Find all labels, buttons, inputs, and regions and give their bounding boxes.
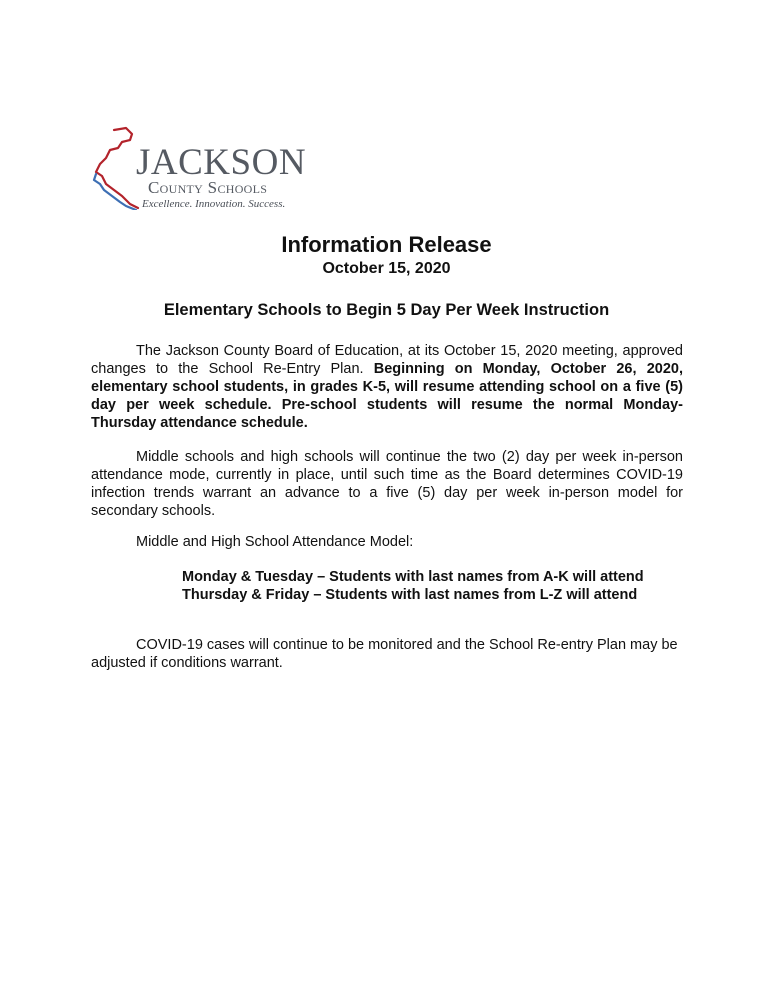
attendance-schedule	[182, 568, 644, 604]
schedule-line: Monday & Tuesday – Students with last names from A-K will attend	[182, 569, 644, 585]
logo-name: JACKSON	[136, 142, 307, 183]
paragraph-attendance-model-heading: Middle and High School Attendance Model:	[136, 534, 414, 550]
logo-subtitle: County Schools	[148, 178, 268, 197]
logo-wordmark	[136, 144, 306, 210]
paragraph-secondary-schools: Middle schools and high schools will continue the two (2) day per week in-person attendance mode, currently in place, until such time as the Board determines COVID-19 infection trends warrant an advance to a five (5) day per week in-person model for secondary schools.	[91, 449, 683, 519]
jackson-county-schools-logo	[92, 126, 307, 210]
logo-tagline: Excellence. Innovation. Success.	[142, 198, 286, 210]
release-headline: Elementary Schools to Begin 5 Day Per Week Instruction	[163, 301, 610, 319]
paragraph-monitoring: COVID-19 cases will continue to be monitored and the School Re-entry Plan may be adjusted if conditions warrant.	[91, 637, 678, 671]
paragraph-board-decision-bold: Beginning on Monday, October 26, 2020, elementary school students, in grades K-5, will resume attending school on a five (5) day per week schedule. Pre-school students will resume the normal Monday-Thursday attendance schedule.	[91, 361, 683, 431]
schedule-line: Thursday & Friday – Students with last names from L-Z will attend	[182, 587, 638, 603]
document-title: Information Release	[281, 232, 492, 257]
release-date: October 15, 2020	[322, 260, 451, 277]
paragraph-board-decision	[91, 342, 683, 432]
paragraph-board-decision-text: The Jackson County Board of Education, at its October 15, 2020 meeting, approved changes to the School Re-Entry Plan.	[91, 343, 683, 377]
